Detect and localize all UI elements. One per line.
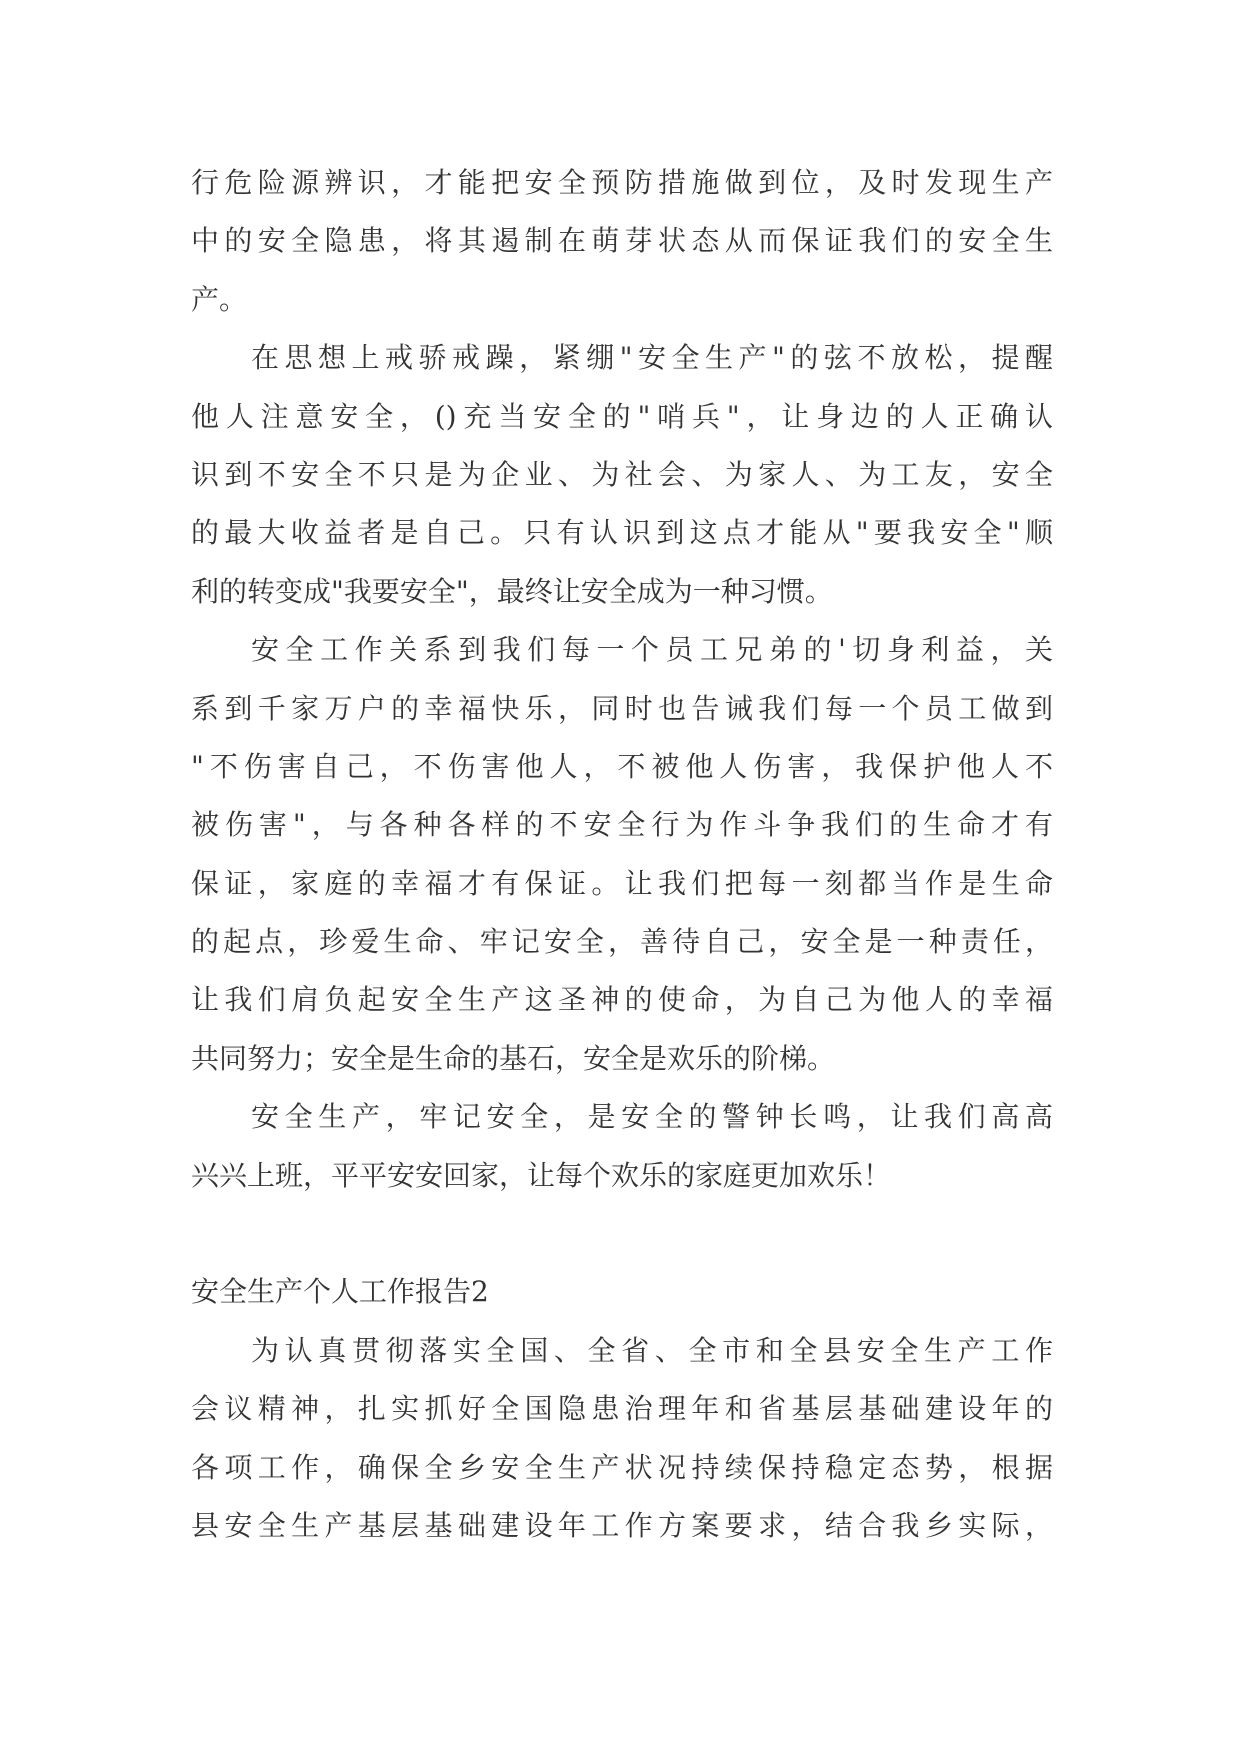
paragraph-line: 保证，家庭的幸福才有保证。让我们把每一刻都当作是生命 — [191, 866, 1053, 900]
paragraph-line: 兴兴上班，平平安安回家，让每个欢乐的家庭更加欢乐！ — [191, 1158, 892, 1192]
paragraph-line: 的最大收益者是自己。只有认识到这点才能从"要我安全"顺 — [191, 516, 1053, 550]
section-spacer — [191, 1205, 1053, 1263]
paragraph-line: 安全工作关系到我们每一个员工兄弟的'切身利益，关 — [251, 633, 1053, 667]
paragraph-line: 的起点，珍爱生命、牢记安全，善待自己，安全是一种责任， — [191, 925, 1053, 959]
section-heading: 安全生产个人工作报告2 — [191, 1275, 489, 1309]
paragraph-line: 为认真贯彻落实全国、全省、全市和全县安全生产工作 — [251, 1333, 1053, 1367]
paragraph-line: "不伤害自己，不伤害他人，不被他人伤害，我保护他人不 — [191, 749, 1053, 783]
paragraph-line: 他人注意安全，()充当安全的"哨兵"，让身边的人正确认 — [191, 399, 1053, 433]
paragraph-line: 让我们肩负起安全生产这圣神的使命，为自己为他人的幸福 — [191, 983, 1053, 1017]
paragraph-line: 共同努力；安全是生命的基石，安全是欢乐的阶梯。 — [191, 1041, 836, 1075]
paragraph-line: 被伤害"，与各种各样的不安全行为作斗争我们的生命才有 — [191, 808, 1053, 842]
paragraph-line: 中的安全隐患，将其遏制在萌芽状态从而保证我们的安全生 — [191, 224, 1053, 258]
document-body — [191, 154, 1053, 1555]
paragraph-line: 各项工作，确保全乡安全生产状况持续保持稳定态势，根据 — [191, 1450, 1053, 1484]
paragraph-line: 利的转变成"我要安全"，最终让安全成为一种习惯。 — [191, 574, 833, 608]
paragraph-line: 县安全生产基层基础建设年工作方案要求，结合我乡实际， — [191, 1508, 1053, 1542]
paragraph-line: 识到不安全不只是为企业、为社会、为家人、为工友，安全 — [191, 457, 1053, 491]
paragraph-line: 安全生产，牢记安全，是安全的警钟长鸣，让我们高高 — [251, 1100, 1053, 1134]
paragraph-line: 行危险源辨识，才能把安全预防措施做到位，及时发现生产 — [191, 166, 1053, 199]
paragraph-line: 在思想上戒骄戒躁，紧绷"安全生产"的弦不放松，提醒 — [251, 341, 1053, 375]
paragraph-line: 会议精神，扎实抓好全国隐患治理年和省基层基础建设年的 — [191, 1392, 1053, 1426]
paragraph-line: 系到千家万户的幸福快乐，同时也告诫我们每一个员工做到 — [191, 691, 1053, 725]
paragraph-line: 产。 — [191, 282, 248, 316]
